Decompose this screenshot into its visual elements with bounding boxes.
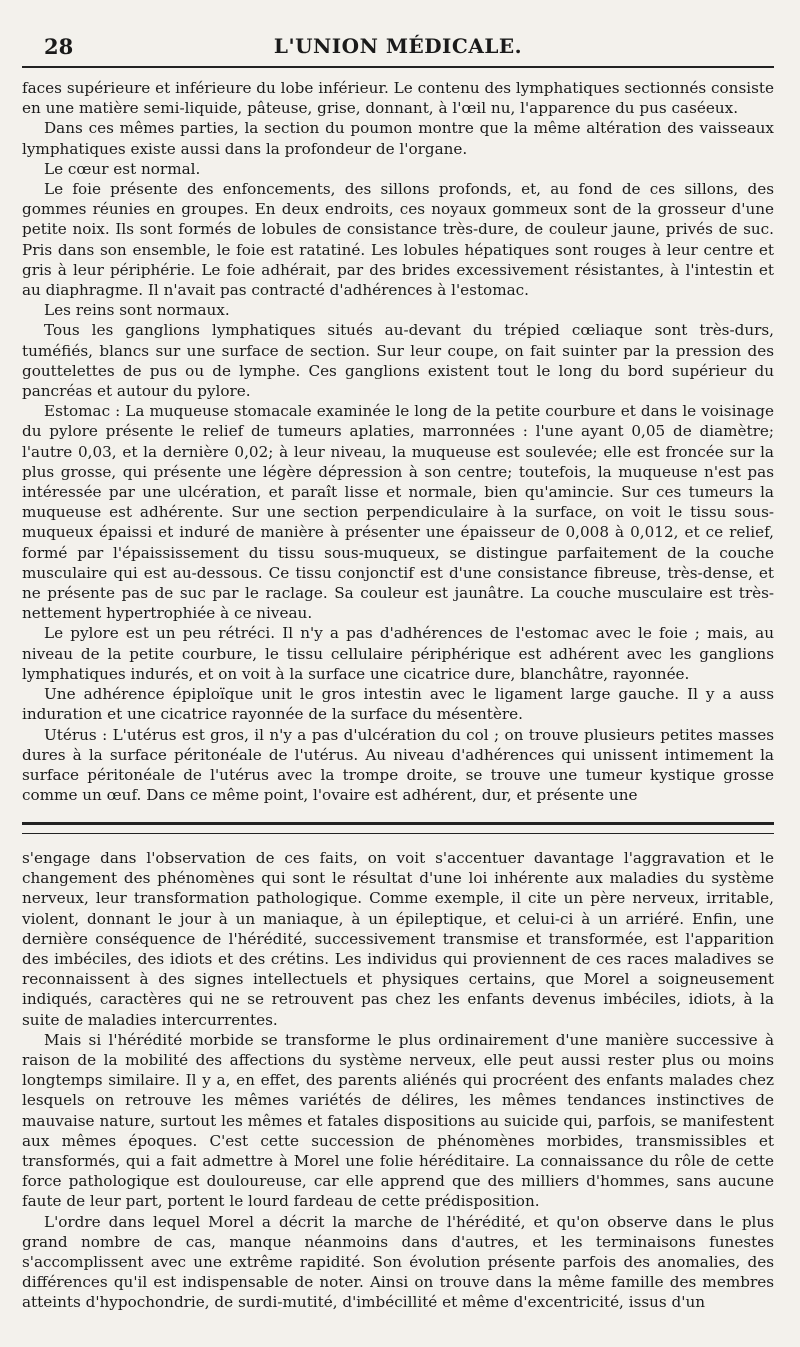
paragraph: faces supérieure et inférieure du lobe inférieur. Le contenu des lymphatiques sectionnés consiste en une matière semi-liquide, pâteuse, grise, donnant, à l'œil nu, l'apparence du pus caséeux.	[22, 79, 774, 118]
paragraph: s'engage dans l'observation de ces faits, on voit s'accentuer davantage l'aggravation et le changement des phénomènes qui sont le résultat d'une loi inhérente aux maladies du système nerveux, leur transformation pathologique. Comme exemple, il cite un père nerveux, irritable, violent, donnant le jour à un maniaque, à un épileptique, et celui-ci à un arriéré. Enfin, une dernière conséquence de l'hérédité, successivement transmise et transformée, est l'apparition des imbéciles, des idiots et des crétins. Les individus qui proviennent de ces races maladives se reconnaissent à des signes intellectuels et physiques certains, que Morel a soigneusement indiqués, caractères qui ne se retrouvent pas chez les enfants devenus imbéciles, idiots, à la suite de maladies intercurrentes.	[22, 849, 774, 1029]
paragraph: Le pylore est un peu rétréci. Il n'y a pas d'adhérences de l'estomac avec le foie ; mais, au niveau de la petite courbure, le tissu cellulaire périphérique est adhérent avec les ganglions lymphatiques indurés, et on voit à la surface une cicatrice dure, blanchâtre, rayonnée.	[22, 624, 774, 683]
running-head: L'UNION MÉDICALE.	[273, 34, 523, 58]
paragraph: L'ordre dans lequel Morel a décrit la marche de l'hérédité, et qu'on observe dans le plus grand nombre de cas, manque néanmoins dans d'autres, et les terminaisons funestes s'accomplissent avec une extrême rapidité. Son évolution présente parfois des anomalies, des différences qu'il est indispensable de noter. Ainsi on trouve dans la même famille des membres atteints d'hypochondrie, de surdi-mutité, d'imbécillité et même d'excentricité, issus d'un	[22, 1212, 774, 1312]
paragraph: Mais si l'hérédité morbide se transforme le plus ordinairement d'une manière successive à raison de la mobilité des affections du système nerveux, elle peut aussi rester plus ou moins longtemps similaire. Il y a, en effet, des parents aliénés qui procréent des enfants malades chez lesquels on retrouve les mêmes variétés de délires, les mêmes tendances instinctives de mauvaise nature, surtout les mêmes et fatales dispositions au suicide qui, parfois, se manifestent aux mêmes époques. C'est cette succession de phénomènes morbides, transmissibles et transformés, qui a fait admettre à Morel une folie héréditaire. La connaissance du rôle de cette force pathologique est douloureuse, car elle apprend que des milliers d'hommes, sans aucune faute de leur part, portent le lourd fardeau de cette prédisposition.	[22, 1030, 774, 1211]
header-rule	[22, 66, 774, 68]
page-header	[22, 0, 774, 60]
paragraph: Tous les ganglions lymphatiques situés au-devant du trépied cœliaque sont très-durs, tuméfiés, blancs sur une surface de section. Sur leur coupe, on fait suinter par la pression des gouttelettes de pus ou de lymphe. Ces ganglions existent tout le long du bord supérieur du pancréas et autour du pylore.	[22, 321, 774, 401]
paragraph: Estomac : La muqueuse stomacale examinée le long de la petite courbure et dans le voisinage du pylore présente le relief de tumeurs aplaties, marronnées : l'une ayant 0,05 de diamètre; l'autre 0,03, et la dernière 0,02; à leur niveau, la muqueuse est soulevée; elle est froncée sur la plus grosse, qui présente une légère dépression à son centre; toutefois, la muqueuse n'est pas intéressée par une ulcération, et paraît lisse et normale, bien qu'amincie. Sur ces tumeurs la muqueuse est adhérente. Sur une section perpendiculaire à la surface, on voit le tissu sous-muqueux épaissi et induré de manière à présenter une épaisseur de 0,008 à 0,012, et ce relief, formé par l'épaississement du tissu sous-muqueux, se distingue parfaitement de la couche musculaire qui est au-dessous. Ce tissu conjonctif est d'une consistance fibreuse, très-dense, et ne présente pas de suc par le raclage. Sa couleur est jaunâtre. La couche musculaire est très-nettement hypertrophiée à ce niveau.	[22, 402, 774, 623]
page-number: 28	[44, 34, 74, 59]
paragraph: Une adhérence épiploïque unit le gros intestin avec le ligament large gauche. Il y a auss induration et une cicatrice rayonnée de la surface du mésentère.	[22, 685, 774, 724]
paragraph: Le cœur est normal.	[44, 159, 201, 178]
paragraph: Les reins sont normaux.	[44, 301, 230, 320]
paragraph: Le foie présente des enfoncements, des sillons profonds, et, au fond de ces sillons, des gommes réunies en groupes. En deux endroits, ces noyaux gommeux sont de la grosseur d'une petite noix. Ils sont formés de lobules de consistance très-dure, de couleur jaune, privés de suc. Pris dans son ensemble, le foie est ratatiné. Les lobules hépatiques sont rouges à leur centre et gris à leur périphérie. Le foie adhérait, par des brides excessivement résistantes, à l'intestin et au diaphragme. Il n'avait pas contracté d'adhérences à l'estomac.	[22, 180, 774, 300]
upper-section	[22, 78, 774, 805]
lower-section	[22, 848, 774, 1313]
section-divider	[22, 822, 774, 834]
paragraph: Dans ces mêmes parties, la section du poumon montre que la même altération des vaisseaux lymphatiques existe aussi dans la profondeur de l'organe.	[22, 119, 774, 158]
paragraph: Utérus : L'utérus est gros, il n'y a pas d'ulcération du col ; on trouve plusieurs petites masses dures à la surface péritonéale de l'utérus. Au niveau d'adhérences qui unissent intimement la surface péritonéale de l'utérus avec la trompe droite, se trouve une tumeur kystique grosse comme un œuf. Dans ce même point, l'ovaire est adhérent, dur, et présente une	[22, 725, 774, 805]
